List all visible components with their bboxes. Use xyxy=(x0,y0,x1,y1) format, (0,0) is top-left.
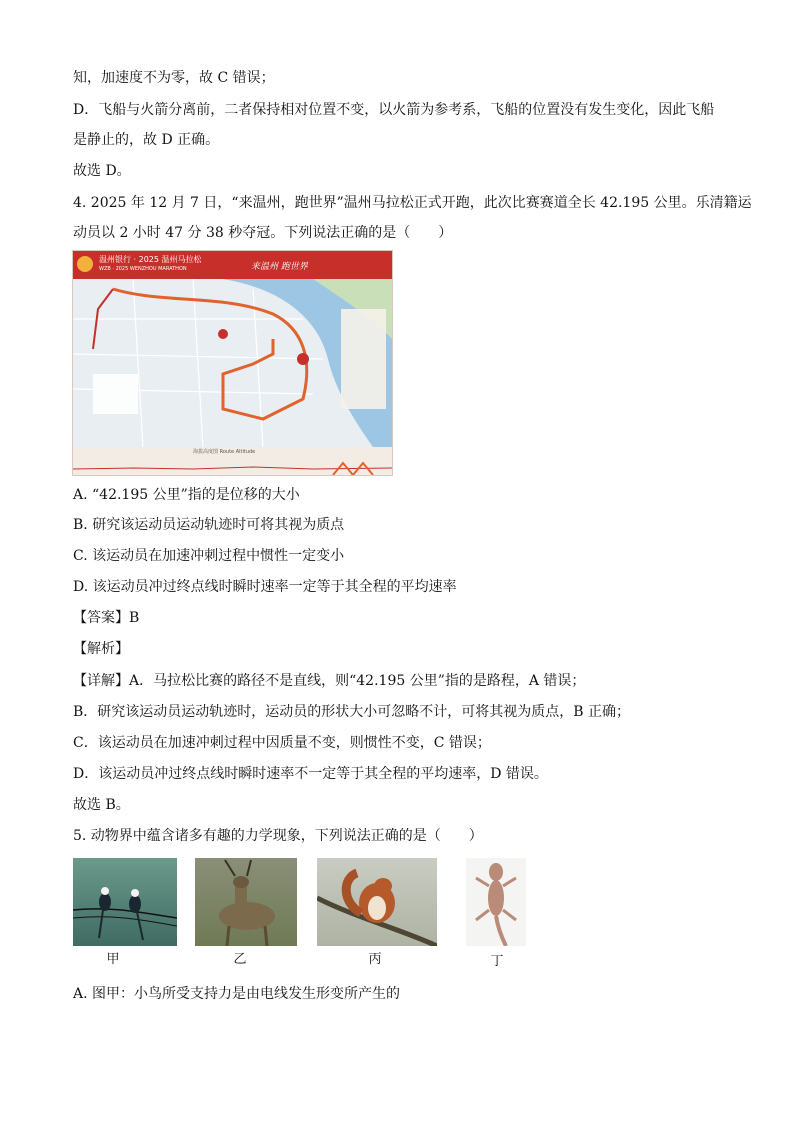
detail-line: C．该运动员在加速冲刺过程中因质量不变，则惯性不变，C 错误； xyxy=(73,735,491,751)
logo-icon xyxy=(77,256,93,272)
option-b: B. 研究该运动员运动轨迹时可将其视为质点 xyxy=(73,517,345,533)
text-line: 故选 D。 xyxy=(73,163,131,179)
conclusion: 故选 B。 xyxy=(73,797,130,813)
street-grid xyxy=(73,279,323,447)
altitude-profile xyxy=(73,457,392,475)
map-banner-subtitle: WZB · 2025 WENZHOU MARATHON xyxy=(99,266,187,272)
analysis-heading: 【解析】 xyxy=(73,641,129,657)
question-5-option-a: A. 图甲：小鸟所受支持力是由电线发生形变所产生的 xyxy=(73,986,401,1002)
legend-box xyxy=(93,374,138,414)
route-marker xyxy=(218,329,228,339)
map-banner xyxy=(73,251,392,279)
option-d: D. 该运动员冲过终点线时瞬时速率一定等于其全程的平均速率 xyxy=(73,579,457,595)
photo-antelope xyxy=(195,858,297,946)
caption-jia: 甲 xyxy=(106,952,120,967)
photo-gecko xyxy=(466,858,526,946)
map-banner-slogan: 来温州 跑世界 xyxy=(251,262,308,272)
text-line: 是静止的，故 D 正确。 xyxy=(73,132,220,148)
text-line: D．飞船与火箭分离前，二者保持相对位置不变，以火箭为参考系，飞船的位置没有发生变化，因此飞船 xyxy=(73,102,715,118)
marathon-route-map xyxy=(72,250,393,476)
option-a: A. “42.195 公里”指的是位移的大小 xyxy=(73,487,300,503)
caption-ding: 丁 xyxy=(490,954,504,969)
map-banner-title: 温州银行 · 2025 温州马拉松 xyxy=(99,255,202,264)
photo-birds-on-wire xyxy=(73,858,177,946)
option-c: C. 该运动员在加速冲刺过程中惯性一定变小 xyxy=(73,548,345,564)
question-4-stem: 动员以 2 小时 47 分 38 秒夺冠。下列说法正确的是（ ） xyxy=(73,225,453,241)
question-5-stem: 5. 动物界中蕴含诸多有趣的力学现象，下列说法正确的是（ ） xyxy=(73,828,483,844)
route-map-svg xyxy=(73,279,392,447)
question-4-stem: 4. 2025 年 12 月 7 日，“来温州，跑世界”温州马拉松正式开跑，此次比赛赛道全长 42.195 公里。乐清籍运 xyxy=(73,195,752,211)
detail-line: B．研究该运动员运动轨迹时，运动员的形状大小可忽略不计，可将其视为质点，B 正确； xyxy=(73,704,631,720)
race-route xyxy=(113,289,307,419)
altitude-strip xyxy=(73,447,392,475)
caption-bing: 丙 xyxy=(368,952,382,967)
detail-line: 【详解】A．马拉松比赛的路径不是直线，则“42.195 公里”指的是路程，A 错误； xyxy=(73,673,586,689)
answer: 【答案】B xyxy=(73,610,140,626)
route-marker xyxy=(297,353,309,365)
distance-legend xyxy=(341,309,386,409)
altitude-label: 海拔高度图 Route Altitude xyxy=(193,449,256,455)
detail-line: D．该运动员冲过终点线时瞬时速率不一定等于其全程的平均速率，D 错误。 xyxy=(73,766,548,782)
photo-squirrel xyxy=(317,858,437,946)
text-line: 知，加速度不为零，故 C 错误； xyxy=(73,70,275,86)
caption-yi: 乙 xyxy=(233,952,247,967)
